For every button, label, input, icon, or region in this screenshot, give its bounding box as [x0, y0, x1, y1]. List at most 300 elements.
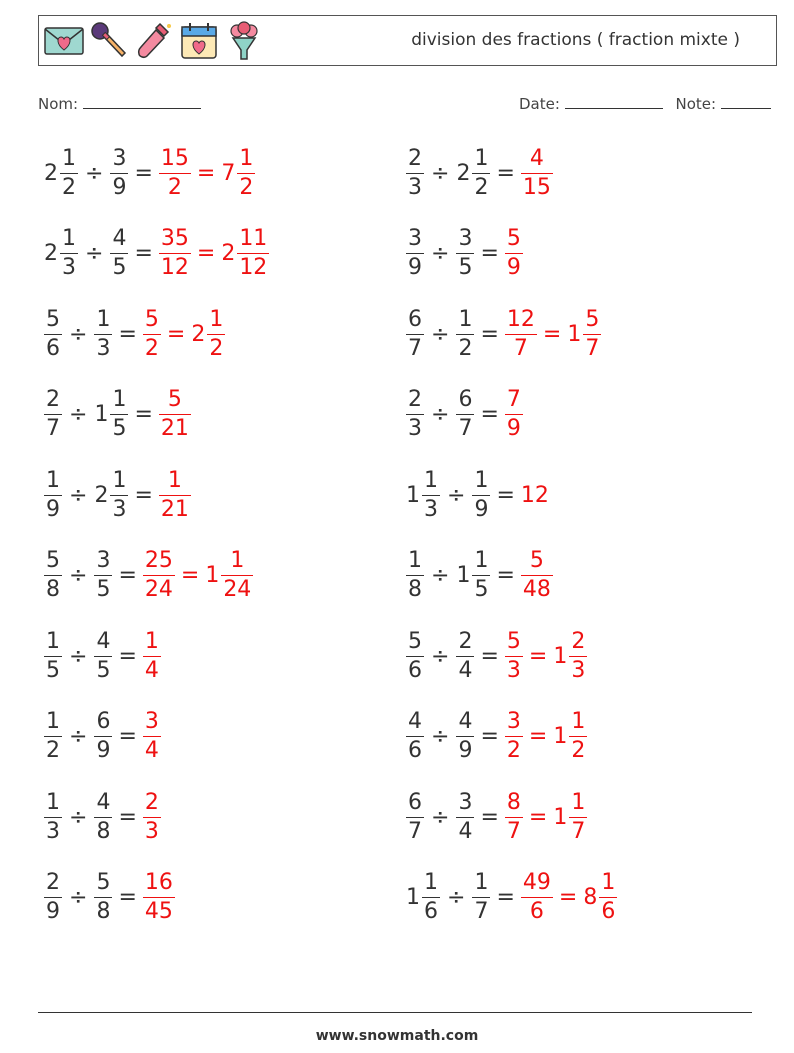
answer-fraction	[505, 789, 523, 844]
denominator: 6	[601, 899, 616, 924]
problem-row	[44, 141, 255, 205]
denominator: 2	[144, 335, 159, 361]
calendar-heart-icon	[178, 20, 220, 62]
denominator: 2	[506, 738, 521, 763]
equals-sign: =	[480, 241, 499, 266]
denominator: 5	[458, 255, 473, 280]
denominator: 2	[62, 174, 76, 200]
answer-fraction	[505, 628, 523, 683]
answer	[505, 628, 587, 683]
numerator: 1	[474, 467, 489, 493]
numerator: 12	[506, 306, 535, 332]
numerator: 15	[160, 145, 189, 171]
equals-sign: =	[480, 643, 499, 669]
denominator: 9	[408, 255, 422, 280]
numerator: 1	[112, 387, 127, 412]
fraction	[406, 145, 424, 200]
numerator: 11	[239, 226, 268, 251]
equals-sign: =	[118, 643, 137, 669]
divisor	[94, 306, 112, 361]
answer-mixed-number	[205, 550, 253, 601]
answer-fraction	[143, 306, 161, 361]
answer	[159, 228, 269, 279]
answer-fraction	[143, 550, 175, 601]
denominator: 45	[144, 899, 173, 924]
denominator: 2	[209, 335, 224, 361]
answer	[143, 711, 161, 762]
denominator: 7	[408, 335, 422, 361]
answer-fraction	[505, 228, 523, 279]
numerator: 3	[458, 789, 473, 815]
denominator: 2	[458, 335, 473, 361]
dividend	[44, 550, 62, 601]
numerator: 4	[96, 628, 111, 654]
denominator: 6	[529, 899, 544, 924]
numerator: 2	[571, 628, 586, 654]
whole-number: 1	[553, 724, 568, 749]
divide-sign: ÷	[85, 241, 104, 266]
equals-sign: =	[118, 563, 137, 588]
divisor	[94, 872, 112, 923]
fraction	[406, 628, 424, 683]
fraction	[44, 711, 62, 762]
fraction	[456, 789, 474, 844]
answer-equals-sign: =	[558, 885, 578, 910]
whole-number: 2	[44, 241, 58, 266]
equals-sign: =	[134, 241, 153, 266]
denominator: 21	[160, 416, 189, 441]
equals-sign: =	[134, 160, 153, 186]
denominator: 5	[112, 255, 127, 280]
numerator: 35	[160, 226, 189, 251]
answer	[505, 389, 523, 440]
problem-row	[406, 705, 587, 769]
divisor	[456, 145, 490, 200]
denominator: 6	[46, 335, 60, 361]
denominator: 4	[144, 657, 159, 683]
denominator: 8	[96, 899, 111, 924]
numerator: 5	[46, 548, 60, 573]
equals-sign: =	[134, 402, 153, 427]
numerator: 1	[424, 870, 438, 895]
answer-equals-sign: =	[196, 241, 216, 266]
fraction	[237, 228, 269, 279]
fraction	[569, 789, 587, 844]
numerator: 1	[62, 226, 76, 251]
whole-number: 1	[553, 643, 568, 669]
fraction	[207, 306, 225, 361]
problem-row	[44, 866, 175, 930]
denominator: 24	[223, 577, 252, 602]
denominator: 5	[96, 657, 111, 683]
denominator: 8	[46, 577, 60, 602]
answer	[505, 306, 601, 361]
answer-fraction	[159, 389, 191, 440]
numerator: 1	[46, 709, 60, 734]
denominator: 3	[506, 657, 521, 683]
whole-number: 1	[553, 804, 568, 830]
fraction	[44, 467, 62, 522]
fraction	[237, 145, 255, 200]
denominator: 2	[571, 738, 586, 763]
numerator: 1	[239, 145, 254, 171]
denominator: 12	[160, 255, 189, 280]
answer-fraction	[143, 711, 161, 762]
denominator: 8	[408, 577, 422, 602]
worksheet-header	[38, 15, 777, 66]
answer-fraction	[505, 389, 523, 440]
answer	[143, 872, 175, 923]
divisor	[94, 389, 128, 440]
dividend	[44, 145, 78, 200]
divisor	[94, 789, 112, 844]
answer-equals-sign: =	[166, 321, 186, 347]
answer	[159, 467, 191, 522]
denominator: 2	[46, 738, 60, 763]
fraction	[94, 872, 112, 923]
numerator: 5	[408, 628, 422, 654]
numerator: 5	[506, 226, 521, 251]
problem-row	[44, 705, 161, 769]
answer-mixed-number	[221, 228, 269, 279]
divide-sign: ÷	[69, 482, 88, 508]
numerator: 2	[46, 870, 60, 895]
numerator: 25	[144, 548, 173, 573]
whole-number: 8	[583, 885, 598, 910]
answer-mixed-number	[553, 711, 587, 762]
numerator: 49	[522, 870, 551, 895]
divisor	[456, 628, 474, 683]
answer	[159, 389, 191, 440]
divisor	[110, 228, 128, 279]
numerator: 3	[506, 709, 521, 734]
denominator: 5	[96, 577, 111, 602]
fraction	[569, 628, 587, 683]
fraction	[599, 872, 617, 923]
denominator: 2	[239, 174, 254, 200]
fraction	[94, 789, 112, 844]
dividend	[406, 628, 424, 683]
fraction	[456, 228, 474, 279]
numerator: 4	[529, 145, 544, 171]
equals-sign: =	[134, 482, 153, 508]
date-blank	[565, 94, 663, 109]
answer-fraction	[159, 145, 191, 200]
denominator: 6	[408, 738, 422, 763]
numerator: 5	[585, 306, 600, 332]
equals-sign: =	[480, 804, 499, 830]
divisor	[94, 467, 128, 522]
divide-sign: ÷	[431, 160, 450, 186]
dividend	[44, 228, 78, 279]
whole-number: 1	[406, 885, 420, 910]
denominator: 24	[144, 577, 173, 602]
denominator: 5	[112, 416, 127, 441]
fraction	[94, 628, 112, 683]
divisor	[456, 789, 474, 844]
answer	[521, 483, 549, 508]
fraction	[44, 872, 62, 923]
fraction	[44, 789, 62, 844]
answer-fraction	[505, 711, 523, 762]
answer-mixed-number	[553, 628, 587, 683]
fraction	[221, 550, 253, 601]
denominator: 5	[46, 657, 60, 683]
answer-fraction	[505, 306, 537, 361]
denominator: 6	[408, 657, 422, 683]
answer-equals-sign: =	[528, 724, 548, 749]
divisor	[456, 228, 474, 279]
numerator: 5	[529, 548, 544, 573]
answer-fraction	[143, 628, 161, 683]
fraction	[472, 145, 490, 200]
denominator: 7	[408, 818, 422, 844]
denominator: 7	[46, 416, 60, 441]
numerator: 5	[506, 628, 521, 654]
whole-number: 2	[456, 160, 471, 186]
divisor	[456, 389, 474, 440]
divide-sign: ÷	[69, 724, 88, 749]
equals-sign: =	[118, 724, 137, 749]
numerator: 5	[144, 306, 159, 332]
fraction	[406, 711, 424, 762]
fraction	[406, 228, 424, 279]
numerator: 1	[46, 789, 60, 815]
equals-sign: =	[118, 885, 137, 910]
dividend	[44, 467, 62, 522]
answer-fraction	[159, 467, 191, 522]
numerator: 1	[458, 306, 473, 332]
numerator: 1	[571, 709, 586, 734]
denominator: 9	[112, 174, 127, 200]
divisor	[94, 550, 112, 601]
fraction	[110, 228, 128, 279]
numerator: 7	[506, 387, 521, 412]
numerator: 1	[571, 789, 586, 815]
numerator: 6	[408, 789, 422, 815]
denominator: 3	[62, 255, 76, 280]
denominator: 8	[96, 818, 111, 844]
divide-sign: ÷	[69, 321, 88, 347]
dividend	[406, 389, 424, 440]
numerator: 6	[408, 306, 422, 332]
denominator: 4	[458, 657, 473, 683]
equals-sign: =	[118, 321, 137, 347]
numerator: 1	[112, 467, 127, 493]
answer-mixed-number	[191, 306, 225, 361]
header-icons	[43, 20, 265, 62]
fraction	[44, 306, 62, 361]
numerator: 1	[474, 870, 489, 895]
numerator: 2	[46, 387, 60, 412]
whole-number: 1	[406, 482, 420, 508]
champagne-icon	[133, 20, 175, 62]
denominator: 4	[458, 818, 473, 844]
fraction	[60, 145, 78, 200]
whole-number: 1	[205, 563, 220, 588]
numerator: 3	[144, 709, 159, 734]
problem-row	[406, 544, 553, 608]
denominator: 5	[474, 577, 489, 602]
fraction	[583, 306, 601, 361]
footer-site: www.snowmath.com	[315, 1028, 479, 1044]
denominator: 7	[458, 416, 473, 441]
answer	[143, 789, 161, 844]
answer	[521, 550, 553, 601]
name-label: Nom:	[38, 95, 79, 113]
problem-row	[406, 866, 617, 930]
denominator: 7	[506, 818, 521, 844]
dividend	[44, 306, 62, 361]
numerator: 6	[96, 709, 111, 734]
problem-row	[44, 624, 161, 688]
problem-row	[406, 302, 601, 366]
denominator: 15	[522, 174, 551, 200]
problem-row	[406, 141, 553, 205]
answer	[159, 145, 255, 200]
denominator: 7	[585, 335, 600, 361]
whole-number: 2	[191, 321, 206, 347]
dividend	[44, 872, 62, 923]
divide-sign: ÷	[69, 804, 88, 830]
whole-number: 2	[44, 160, 58, 186]
denominator: 6	[424, 899, 438, 924]
answer	[505, 711, 587, 762]
divide-sign: ÷	[69, 563, 88, 588]
equals-sign: =	[118, 804, 137, 830]
divisor	[456, 550, 490, 601]
fraction	[110, 467, 128, 522]
divide-sign: ÷	[431, 402, 450, 427]
dividend	[406, 228, 424, 279]
divisor	[472, 872, 490, 923]
numerator: 1	[144, 628, 159, 654]
answer	[505, 228, 523, 279]
denominator: 48	[522, 577, 551, 602]
denominator: 3	[46, 818, 60, 844]
dividend	[406, 145, 424, 200]
dividend	[44, 389, 62, 440]
whole-number: 1	[567, 321, 582, 347]
denominator: 9	[46, 899, 60, 924]
denominator: 7	[474, 899, 489, 924]
dividend	[44, 711, 62, 762]
problem-row	[44, 785, 161, 849]
answer-mixed-number	[553, 789, 587, 844]
denominator: 9	[46, 496, 60, 522]
answer	[521, 145, 553, 200]
numerator: 3	[458, 226, 473, 251]
denominator: 9	[458, 738, 473, 763]
answer-fraction	[143, 789, 161, 844]
fraction	[60, 228, 78, 279]
denominator: 3	[112, 496, 127, 522]
numerator: 3	[408, 226, 422, 251]
numerator: 16	[144, 870, 173, 895]
denominator: 9	[506, 416, 521, 441]
denominator: 9	[474, 496, 489, 522]
answer	[521, 872, 617, 923]
divide-sign: ÷	[447, 885, 466, 910]
fraction	[44, 628, 62, 683]
denominator: 3	[408, 174, 422, 200]
divide-sign: ÷	[431, 241, 450, 266]
flower-bouquet-icon	[223, 20, 265, 62]
answer	[143, 628, 161, 683]
worksheet-title: division des fractions ( fraction mixte )	[411, 30, 740, 50]
divisor	[94, 628, 112, 683]
divide-sign: ÷	[447, 482, 466, 508]
numerator: 3	[96, 548, 111, 573]
numerator: 6	[458, 387, 473, 412]
divisor	[456, 711, 474, 762]
denominator: 2	[167, 174, 182, 200]
problem-row	[406, 624, 587, 688]
numerator: 3	[112, 145, 127, 171]
denominator: 9	[96, 738, 111, 763]
fraction	[94, 711, 112, 762]
divide-sign: ÷	[85, 160, 104, 186]
fraction	[94, 550, 112, 601]
answer-equals-sign: =	[196, 160, 216, 186]
fraction	[569, 711, 587, 762]
divide-sign: ÷	[431, 643, 450, 669]
numerator: 4	[408, 709, 422, 734]
numerator: 2	[458, 628, 473, 654]
answer-mixed-number	[567, 306, 601, 361]
date-field	[519, 94, 771, 113]
dividend	[44, 628, 62, 683]
answer-mixed-number	[583, 872, 617, 923]
fraction	[44, 389, 62, 440]
dividend	[44, 789, 62, 844]
answer	[505, 789, 587, 844]
whole-number: 1	[456, 563, 471, 588]
denominator: 2	[474, 174, 489, 200]
equals-sign: =	[480, 724, 499, 749]
denominator: 7	[571, 818, 586, 844]
whole-number: 1	[94, 402, 109, 427]
dividend	[406, 872, 440, 923]
fraction	[44, 550, 62, 601]
fraction	[472, 872, 490, 923]
problem-row	[44, 383, 191, 447]
microphone-icon	[88, 20, 130, 62]
fraction	[422, 467, 440, 522]
equals-sign: =	[496, 563, 515, 588]
answer-equals-sign: =	[528, 804, 548, 830]
answer-fraction	[521, 872, 553, 923]
numerator: 1	[408, 548, 422, 573]
problem-row	[406, 222, 523, 286]
divide-sign: ÷	[69, 402, 88, 427]
numerator: 5	[46, 306, 60, 332]
problem-row	[406, 383, 523, 447]
fraction	[456, 306, 474, 361]
date-label: Date:	[519, 95, 560, 113]
numerator: 1	[62, 145, 76, 171]
numerator: 1	[474, 145, 489, 171]
whole-number: 2	[94, 482, 109, 508]
divide-sign: ÷	[69, 643, 88, 669]
answer-equals-sign: =	[180, 563, 200, 588]
divisor	[456, 306, 474, 361]
numerator: 5	[96, 870, 111, 895]
love-letter-icon	[43, 20, 85, 62]
fraction	[456, 711, 474, 762]
fraction	[110, 389, 128, 440]
divide-sign: ÷	[431, 563, 450, 588]
